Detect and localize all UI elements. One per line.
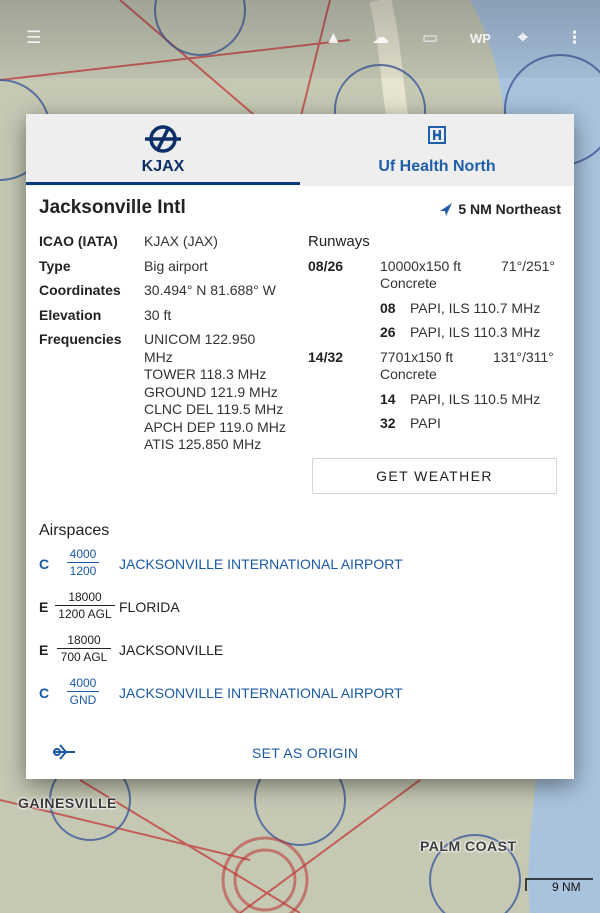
tab-label: KJAX <box>141 158 185 175</box>
icao-label: ICAO (IATA) <box>39 233 118 249</box>
airspace-upper: 4000 <box>67 546 99 563</box>
terrain-icon[interactable]: ▲ <box>325 28 342 47</box>
set-as-origin-button[interactable]: SET AS ORIGIN <box>252 745 359 761</box>
elevation-label: Elevation <box>39 307 102 323</box>
icao-value: KJAX (JAX) <box>144 233 218 249</box>
frequencies-label: Frequencies <box>39 331 122 347</box>
airport-name: Jacksonville Intl <box>39 197 186 218</box>
airspace-class: E <box>39 599 49 615</box>
runway-end-info: PAPI, ILS 110.5 MHz <box>410 391 541 407</box>
airspace-upper: 18000 <box>55 589 115 606</box>
airspace-altitudes <box>55 589 115 622</box>
map-scale-bar <box>525 878 595 892</box>
airspace-lower: 1200 <box>69 564 97 578</box>
map-scale-label: 9 NM <box>552 880 581 894</box>
airspace-row[interactable] <box>39 589 559 625</box>
map-city-label: GAINESVILLE <box>18 795 117 811</box>
frequency-item: APCH DEP 119.0 MHz <box>144 418 286 435</box>
airspace-class: C <box>39 685 50 701</box>
airspace-lower: GND <box>69 693 97 707</box>
runway-end-id: 26 <box>380 324 396 340</box>
runway-surface: Concrete <box>380 366 437 382</box>
folder-icon[interactable]: ▭ <box>422 28 439 47</box>
locate-icon[interactable]: ⌖ <box>518 28 528 47</box>
runway-end-id: 08 <box>380 300 396 316</box>
runway-id: 08/26 <box>308 258 344 274</box>
runway-dimensions: 7701x150 ft <box>380 349 454 365</box>
cloud-icon[interactable]: ☁ <box>372 28 389 47</box>
airspace-name: JACKSONVILLE INTERNATIONAL AIRPORT <box>119 685 403 701</box>
runway-surface: Concrete <box>380 275 437 291</box>
runway-end-info: PAPI, ILS 110.7 MHz <box>410 300 541 316</box>
runway-end-info: PAPI <box>410 415 441 431</box>
airspaces-title: Airspaces <box>39 522 110 539</box>
runway-heading: 131°/311° <box>493 349 554 365</box>
heliport-icon <box>428 126 446 144</box>
airspace-name: FLORIDA <box>119 599 180 615</box>
menu-icon[interactable]: ☰ <box>26 28 42 47</box>
top-toolbar <box>0 0 600 78</box>
waypoint-button[interactable]: WP <box>470 31 491 46</box>
airspace-row[interactable] <box>39 632 559 668</box>
tab-label: Uf Health North <box>378 158 496 175</box>
elevation-value: 30 ft <box>144 307 172 323</box>
distance-indicator <box>440 201 561 217</box>
airspace-class: C <box>39 556 50 572</box>
airport-info-dialog <box>26 114 574 779</box>
runway-id: 14/32 <box>308 349 344 365</box>
airspace-name: JACKSONVILLE INTERNATIONAL AIRPORT <box>119 556 403 572</box>
runway-end-id: 14 <box>380 391 396 407</box>
coordinates-label: Coordinates <box>39 282 121 298</box>
frequency-item: ATIS 125.850 MHz <box>144 436 262 452</box>
airspace-row[interactable] <box>39 546 559 582</box>
runways-title: Runways <box>308 233 370 250</box>
type-value: Big airport <box>144 258 208 274</box>
airspace-altitudes <box>67 675 99 708</box>
airspace-altitudes <box>67 546 99 579</box>
tab-bar <box>26 114 574 186</box>
active-tab-indicator <box>26 182 300 185</box>
frequency-item: CLNC DEL 119.5 MHz <box>144 401 284 417</box>
airspace-lower: 1200 AGL <box>58 607 112 621</box>
direction-arrow-icon <box>440 203 452 216</box>
airspace-name: JACKSONVILLE <box>119 642 224 658</box>
origin-plane-icon[interactable] <box>52 744 76 760</box>
frequency-item: GROUND 121.9 MHz <box>144 383 278 400</box>
airspace-upper: 18000 <box>57 632 111 649</box>
airspace-altitudes <box>57 632 111 665</box>
tab-uf-health-north[interactable] <box>300 114 574 186</box>
more-options-icon[interactable]: ⋮ <box>566 28 583 47</box>
frequency-item: MHz <box>144 348 173 365</box>
runway-end-id: 32 <box>380 415 396 431</box>
coordinates-value: 30.494° N 81.688° W <box>144 282 276 298</box>
tab-kjax[interactable] <box>26 114 300 186</box>
runway-end-info: PAPI, ILS 110.3 MHz <box>410 324 541 340</box>
frequency-item: UNICOM 122.950 <box>144 331 256 347</box>
airspace-lower: 700 AGL <box>60 650 108 664</box>
airspace-row[interactable] <box>39 675 559 711</box>
map-city-label: PALM COAST <box>420 838 517 854</box>
frequencies-list <box>144 331 286 454</box>
get-weather-button[interactable]: GET WEATHER <box>312 458 557 494</box>
airspace-class: E <box>39 642 49 658</box>
frequency-item: TOWER 118.3 MHz <box>144 366 267 382</box>
airport-icon <box>143 124 183 154</box>
distance-text: 5 NM Northeast <box>458 201 561 217</box>
airspace-upper: 4000 <box>67 675 99 692</box>
runway-dimensions: 10000x150 ft <box>380 258 461 274</box>
runway-heading: 71°/251° <box>501 258 556 274</box>
type-label: Type <box>39 258 71 274</box>
